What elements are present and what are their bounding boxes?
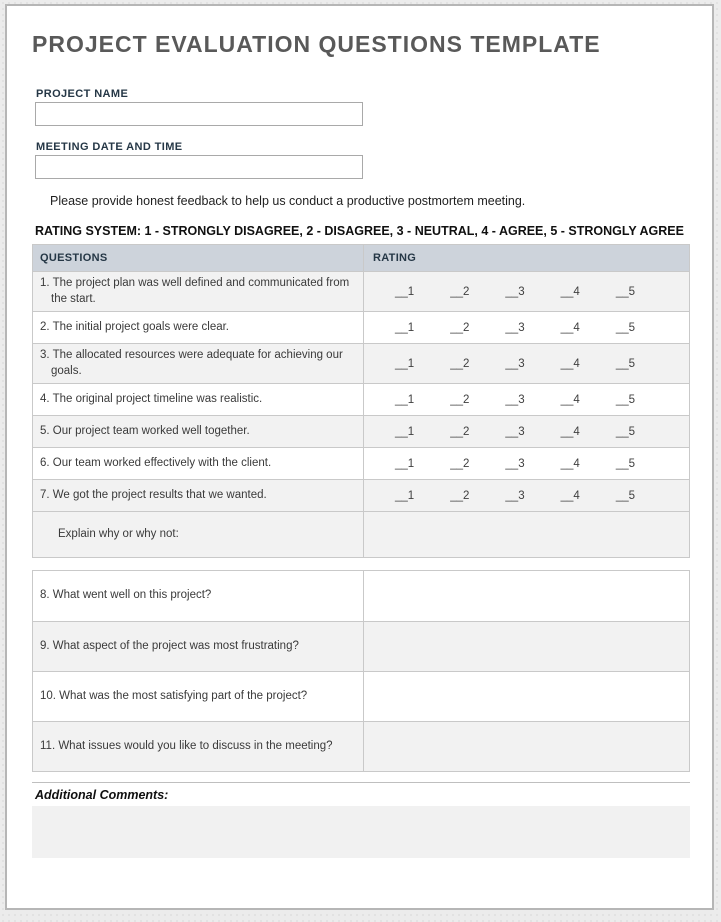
rating-cell[interactable] xyxy=(364,384,689,415)
rating-option[interactable]: __4 xyxy=(560,457,580,470)
table-row xyxy=(33,721,689,771)
question-text: 11. What issues would you like to discuss in the meeting? xyxy=(40,739,333,752)
additional-comments-box[interactable] xyxy=(32,806,690,858)
rating-option[interactable]: __5 xyxy=(615,321,635,334)
intro-text: Please provide honest feedback to help us conduct a productive postmortem meeting. xyxy=(50,194,526,208)
rating-cell[interactable] xyxy=(364,312,689,343)
question-text: 2. The initial project goals were clear. xyxy=(40,320,229,333)
rating-option[interactable]: __1 xyxy=(395,321,415,334)
column-header-questions: QUESTIONS xyxy=(33,245,364,271)
question-text: 10. What was the most satisfying part of the project? xyxy=(40,689,308,702)
question-text: 7. We got the project results that we wanted. xyxy=(40,488,267,501)
rating-option[interactable]: __2 xyxy=(450,425,470,438)
rating-option[interactable]: __4 xyxy=(560,425,580,438)
rating-option[interactable]: __2 xyxy=(450,457,470,470)
table-row xyxy=(33,479,689,511)
table-row xyxy=(33,415,689,447)
rating-option[interactable]: __1 xyxy=(395,425,415,438)
page-content xyxy=(7,6,712,858)
rating-option[interactable]: __4 xyxy=(560,393,580,406)
rating-option[interactable]: __1 xyxy=(395,457,415,470)
answer-cell[interactable] xyxy=(364,672,689,721)
rating-option[interactable]: __5 xyxy=(615,425,635,438)
question-text: 5. Our project team worked well together. xyxy=(40,424,250,437)
explain-answer-cell[interactable] xyxy=(364,512,689,557)
explain-label: Explain why or why not: xyxy=(33,512,364,557)
rating-option[interactable]: __4 xyxy=(560,489,580,502)
question-text: 1. The project plan was well defined and communicated from the start. xyxy=(40,277,350,305)
rating-option[interactable]: __3 xyxy=(505,321,525,334)
table-row xyxy=(33,311,689,343)
rating-option[interactable]: __3 xyxy=(505,393,525,406)
column-header-rating: RATING xyxy=(373,252,417,264)
answer-cell[interactable] xyxy=(364,722,689,771)
rating-option[interactable]: __2 xyxy=(450,393,470,406)
table-row xyxy=(33,447,689,479)
rating-option[interactable]: __3 xyxy=(505,489,525,502)
rating-option[interactable]: __3 xyxy=(505,357,525,370)
question-text: 8. What went well on this project? xyxy=(40,589,212,602)
meeting-datetime-input[interactable] xyxy=(35,155,363,179)
table-header-row xyxy=(33,245,689,271)
project-name-label: PROJECT NAME xyxy=(36,88,129,100)
rating-option[interactable]: __2 xyxy=(450,285,470,298)
question-text: 6. Our team worked effectively with the client. xyxy=(40,456,272,469)
rating-option[interactable]: __5 xyxy=(615,457,635,470)
rating-option[interactable]: __3 xyxy=(505,457,525,470)
rating-cell[interactable] xyxy=(364,416,689,447)
rating-option[interactable]: __2 xyxy=(450,321,470,334)
rating-cell[interactable] xyxy=(364,480,689,511)
question-text: 3. The allocated resources were adequate for achieving our goals. xyxy=(40,349,343,377)
table-row xyxy=(33,621,689,671)
additional-comments-section xyxy=(32,782,690,858)
rating-system-text: RATING SYSTEM: 1 - STRONGLY DISAGREE, 2 - DISAGREE, 3 - NEUTRAL, 4 - AGREE, 5 - STRONGLY AGREE xyxy=(35,224,684,238)
table-row xyxy=(33,343,689,383)
rating-option[interactable]: __1 xyxy=(395,489,415,502)
open-questions-table xyxy=(32,570,690,772)
rating-option[interactable]: __2 xyxy=(450,489,470,502)
explain-row xyxy=(33,511,689,557)
table-row xyxy=(33,671,689,721)
rating-option[interactable]: __4 xyxy=(560,357,580,370)
meeting-datetime-label: MEETING DATE AND TIME xyxy=(36,141,183,153)
rating-cell[interactable] xyxy=(364,344,689,383)
rating-option[interactable]: __3 xyxy=(505,425,525,438)
rating-option[interactable]: __1 xyxy=(395,393,415,406)
additional-comments-label: Additional Comments: xyxy=(35,788,169,803)
question-text: 4. The original project timeline was realistic. xyxy=(40,392,263,405)
page-title: PROJECT EVALUATION QUESTIONS TEMPLATE xyxy=(32,31,601,57)
answer-cell[interactable] xyxy=(364,622,689,671)
rating-option[interactable]: __5 xyxy=(615,489,635,502)
rating-option[interactable]: __5 xyxy=(615,393,635,406)
rating-option[interactable]: __1 xyxy=(395,357,415,370)
rating-option[interactable]: __3 xyxy=(505,285,525,298)
rating-option[interactable]: __4 xyxy=(560,321,580,334)
rating-cell[interactable] xyxy=(364,272,689,311)
answer-cell[interactable] xyxy=(364,571,689,621)
rating-option[interactable]: __5 xyxy=(615,357,635,370)
rating-option[interactable]: __4 xyxy=(560,285,580,298)
rating-cell[interactable] xyxy=(364,448,689,479)
question-text: 9. What aspect of the project was most frustrating? xyxy=(40,639,299,652)
table-row xyxy=(33,571,689,621)
rating-option[interactable]: __1 xyxy=(395,285,415,298)
rating-option[interactable]: __2 xyxy=(450,357,470,370)
document-page xyxy=(5,4,714,910)
project-name-input[interactable] xyxy=(35,102,363,126)
table-row xyxy=(33,271,689,311)
questions-table xyxy=(32,244,690,558)
rating-option[interactable]: __5 xyxy=(615,285,635,298)
table-row xyxy=(33,383,689,415)
